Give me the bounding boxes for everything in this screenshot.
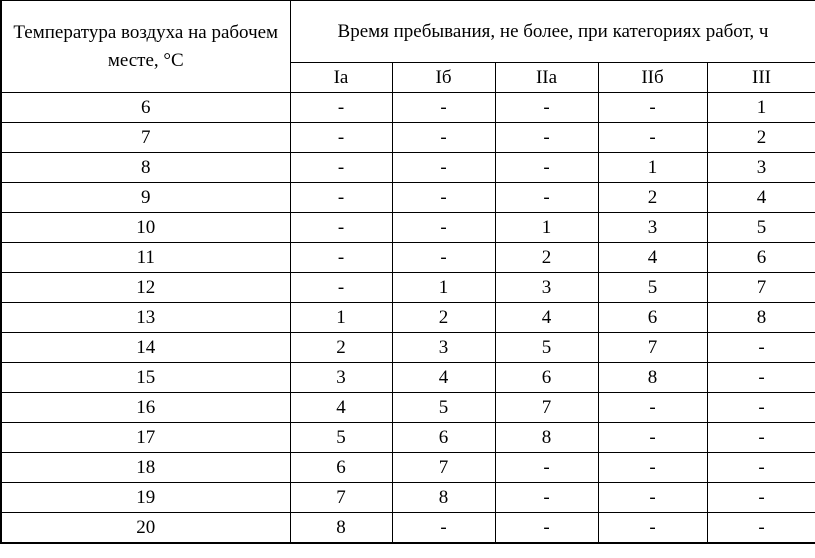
cell-ia: 8 <box>290 513 392 544</box>
category-header-iii: III <box>707 63 815 93</box>
category-header-iia: IIа <box>495 63 598 93</box>
table-row <box>1 333 815 363</box>
table-row <box>1 483 815 513</box>
cell-iib: 3 <box>598 213 707 243</box>
temperature-cell: 14 <box>1 333 290 363</box>
cell-ia: - <box>290 273 392 303</box>
cell-iib: - <box>598 453 707 483</box>
cell-iia: 8 <box>495 423 598 453</box>
cell-iia: 6 <box>495 363 598 393</box>
cell-iib: 1 <box>598 153 707 183</box>
cell-ib: 6 <box>392 423 495 453</box>
cell-ib: - <box>392 93 495 123</box>
temperature-cell: 16 <box>1 393 290 423</box>
table-row <box>1 453 815 483</box>
cell-iib: - <box>598 513 707 544</box>
cell-ib: 4 <box>392 363 495 393</box>
cell-iia: 7 <box>495 393 598 423</box>
cell-iia: 5 <box>495 333 598 363</box>
cell-iib: - <box>598 423 707 453</box>
table-row <box>1 393 815 423</box>
table-row <box>1 423 815 453</box>
cell-iib: 2 <box>598 183 707 213</box>
cell-iib: 8 <box>598 363 707 393</box>
table-row <box>1 363 815 393</box>
cell-iia: - <box>495 453 598 483</box>
temperature-column-header: Температура воздуха на рабочем месте, °С <box>1 1 290 93</box>
cell-ia: - <box>290 183 392 213</box>
cell-ia: - <box>290 93 392 123</box>
cell-ib: - <box>392 183 495 213</box>
temperature-cell: 6 <box>1 93 290 123</box>
table-row <box>1 153 815 183</box>
cell-iib: - <box>598 483 707 513</box>
cell-ia: 7 <box>290 483 392 513</box>
cell-iia: - <box>495 513 598 544</box>
cell-iii: 3 <box>707 153 815 183</box>
cell-iia: - <box>495 483 598 513</box>
cell-ia: 4 <box>290 393 392 423</box>
cell-iia: 3 <box>495 273 598 303</box>
temperature-cell: 12 <box>1 273 290 303</box>
cell-ib: - <box>392 243 495 273</box>
table-row <box>1 183 815 213</box>
cell-ia: - <box>290 153 392 183</box>
cell-iib: 7 <box>598 333 707 363</box>
category-header-ia: Iа <box>290 63 392 93</box>
cell-ib: 3 <box>392 333 495 363</box>
cell-iia: - <box>495 123 598 153</box>
cell-iii: - <box>707 513 815 544</box>
cell-iia: 1 <box>495 213 598 243</box>
cell-iii: 8 <box>707 303 815 333</box>
cell-iia: 2 <box>495 243 598 273</box>
cell-ib: 5 <box>392 393 495 423</box>
cell-iii: - <box>707 393 815 423</box>
cell-iii: 1 <box>707 93 815 123</box>
cell-ib: 1 <box>392 273 495 303</box>
cell-iii: 6 <box>707 243 815 273</box>
temperature-cell: 7 <box>1 123 290 153</box>
cell-ia: 5 <box>290 423 392 453</box>
cell-iia: 4 <box>495 303 598 333</box>
table-row <box>1 273 815 303</box>
cell-ia: - <box>290 243 392 273</box>
temperature-cell: 19 <box>1 483 290 513</box>
header-row-main <box>1 1 815 63</box>
temperature-cell: 17 <box>1 423 290 453</box>
cell-iii: - <box>707 423 815 453</box>
cell-iib: 4 <box>598 243 707 273</box>
category-header-ib: Iб <box>392 63 495 93</box>
cell-ia: - <box>290 213 392 243</box>
cell-ib: - <box>392 123 495 153</box>
cell-iib: 6 <box>598 303 707 333</box>
temperature-cell: 8 <box>1 153 290 183</box>
cell-ib: - <box>392 513 495 544</box>
cell-iii: - <box>707 333 815 363</box>
cell-iia: - <box>495 153 598 183</box>
table-row <box>1 243 815 273</box>
cell-iii: 4 <box>707 183 815 213</box>
cell-iib: - <box>598 123 707 153</box>
cell-ib: 7 <box>392 453 495 483</box>
cell-ib: 8 <box>392 483 495 513</box>
temperature-cell: 10 <box>1 213 290 243</box>
cell-iib: - <box>598 393 707 423</box>
temperature-cell: 11 <box>1 243 290 273</box>
table-row <box>1 513 815 544</box>
category-header-iib: IIб <box>598 63 707 93</box>
cell-ia: 6 <box>290 453 392 483</box>
time-column-header: Время пребывания, не более, при категориях работ, ч <box>290 1 815 63</box>
temperature-cell: 13 <box>1 303 290 333</box>
table-row <box>1 93 815 123</box>
cell-iii: - <box>707 483 815 513</box>
cell-iii: - <box>707 363 815 393</box>
temperature-cell: 20 <box>1 513 290 544</box>
cell-iii: 7 <box>707 273 815 303</box>
cell-ib: - <box>392 153 495 183</box>
cell-iia: - <box>495 183 598 213</box>
cell-ia: 2 <box>290 333 392 363</box>
cell-iia: - <box>495 93 598 123</box>
cell-iib: - <box>598 93 707 123</box>
cell-iii: 5 <box>707 213 815 243</box>
cell-ib: 2 <box>392 303 495 333</box>
cell-iii: 2 <box>707 123 815 153</box>
cell-ib: - <box>392 213 495 243</box>
table-body <box>1 93 815 544</box>
temperature-cell: 15 <box>1 363 290 393</box>
cell-ia: 3 <box>290 363 392 393</box>
cell-ia: 1 <box>290 303 392 333</box>
table-row <box>1 123 815 153</box>
cell-iii: - <box>707 453 815 483</box>
temperature-cell: 9 <box>1 183 290 213</box>
cell-iib: 5 <box>598 273 707 303</box>
table-row <box>1 303 815 333</box>
temperature-cell: 18 <box>1 453 290 483</box>
table-row <box>1 213 815 243</box>
cell-ia: - <box>290 123 392 153</box>
